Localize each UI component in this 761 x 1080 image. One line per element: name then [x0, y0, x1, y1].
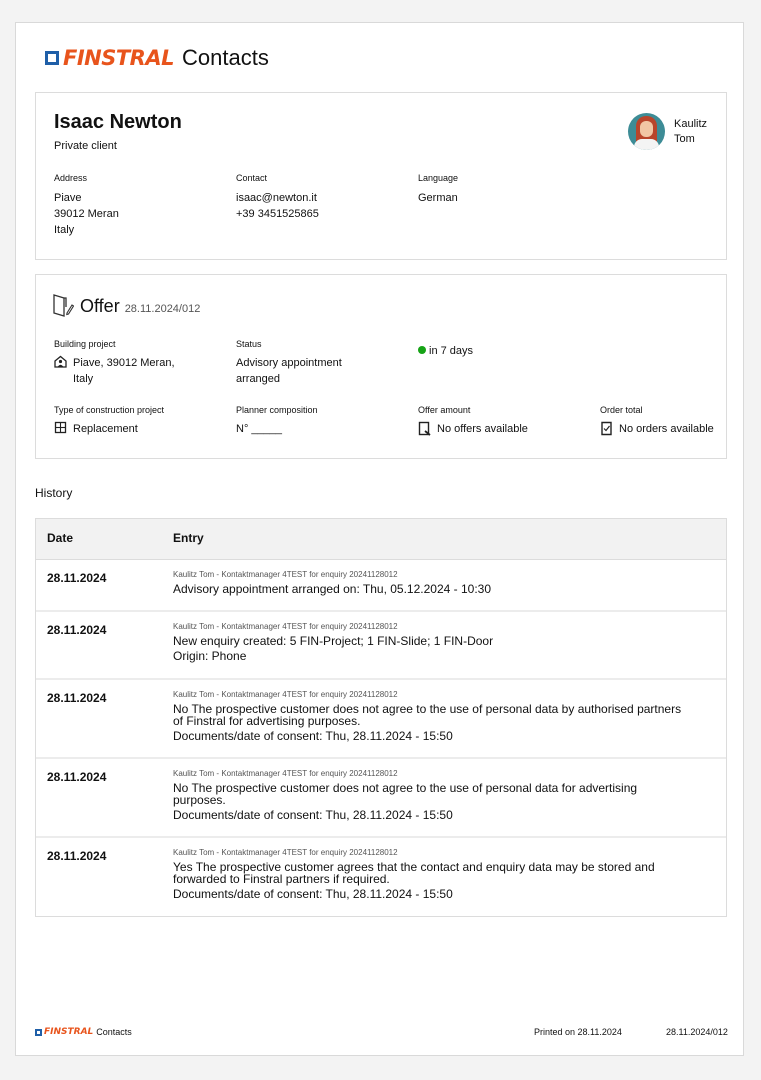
status-field — [236, 339, 342, 387]
row-meta: Kaulitz Tom - Kontaktmanager 4TEST for enquiry 20241128012 — [173, 690, 398, 699]
row-entry — [173, 622, 718, 662]
client-type: Private client — [54, 140, 117, 152]
building-line: Piave, 39012 Meran, — [73, 357, 175, 369]
row-text-line: Documents/date of consent: Thu, 28.11.2024 - 15:50 — [173, 887, 453, 901]
page-header — [45, 43, 269, 73]
table-row — [36, 560, 726, 612]
row-date: 28.11.2024 — [47, 691, 107, 705]
building-field — [54, 339, 175, 387]
row-entry — [173, 690, 718, 742]
column-header-date: Date — [47, 531, 74, 545]
client-name: Isaac Newton — [54, 111, 182, 133]
row-text-line: Documents/date of consent: Thu, 28.11.2024 - 15:50 — [173, 729, 453, 743]
order-value: No orders available — [619, 423, 714, 435]
row-entry — [173, 570, 718, 595]
row-meta: Kaulitz Tom - Kontaktmanager 4TEST for enquiry 20241128012 — [173, 848, 398, 857]
window-icon — [54, 421, 67, 434]
house-person-icon — [54, 355, 67, 368]
language-label: Language — [418, 173, 459, 183]
row-date: 28.11.2024 — [47, 623, 107, 637]
language-value: German — [418, 192, 458, 204]
table-row — [36, 612, 726, 680]
row-meta: Kaulitz Tom - Kontaktmanager 4TEST for enquiry 20241128012 — [173, 622, 398, 631]
due-text: in 7 days — [429, 345, 474, 357]
footer-ref: 28.11.2024/012 — [666, 1027, 728, 1037]
offer-ref: 28.11.2024/012 — [124, 303, 201, 315]
status-line: Advisory appointment — [236, 357, 342, 369]
offer-title — [52, 293, 200, 317]
finstral-logo-mark — [45, 51, 59, 65]
row-date: 28.11.2024 — [47, 770, 107, 784]
footer-logo — [35, 1027, 132, 1037]
document-page — [15, 22, 744, 1056]
footer-logo-text: FINSTRAL — [44, 1027, 94, 1037]
document-check-icon — [600, 421, 613, 436]
table-row — [36, 838, 726, 916]
construction-label: Type of construction project — [54, 405, 165, 415]
email-link[interactable]: isaac@newton.it — [236, 192, 317, 204]
order-field — [600, 405, 714, 437]
building-label: Building project — [54, 339, 116, 349]
amount-label: Offer amount — [418, 405, 471, 415]
phone-link[interactable]: +39 3451525865 — [236, 208, 319, 220]
footer-logo-mark — [35, 1029, 42, 1036]
row-text-line: Advisory appointment arranged on: Thu, 05.12.2024 - 10:30 — [173, 582, 491, 596]
due-status-dot — [418, 346, 426, 354]
row-text-line: purposes. — [173, 793, 226, 807]
status-label: Status — [236, 339, 262, 349]
offer-word: Offer — [80, 296, 120, 316]
table-row — [36, 759, 726, 838]
row-text-line: of Finstral for advertising purposes. — [173, 714, 361, 728]
address-line: Italy — [54, 224, 75, 236]
row-date: 28.11.2024 — [47, 849, 107, 863]
address-field — [54, 173, 119, 238]
door-pen-icon — [52, 293, 74, 317]
planner-label: Planner composition — [236, 405, 318, 415]
contact-label: Contact — [236, 173, 268, 183]
document-icon — [418, 421, 431, 436]
row-entry — [173, 848, 718, 900]
app-title: Contacts — [182, 45, 269, 70]
agent-surname: Kaulitz — [674, 118, 708, 130]
history-table — [35, 518, 727, 917]
footer-app-title: Contacts — [96, 1027, 132, 1037]
finstral-logo: FINSTRAL — [63, 46, 174, 70]
building-line: Italy — [73, 373, 94, 385]
agent-avatar — [628, 113, 665, 150]
history-title: History — [35, 486, 73, 500]
status-line: arranged — [236, 373, 281, 385]
amount-field — [418, 405, 528, 437]
amount-value: No offers available — [437, 423, 528, 435]
agent-name — [674, 117, 707, 147]
order-label: Order total — [600, 405, 643, 415]
language-field — [418, 173, 458, 206]
client-card — [35, 92, 727, 260]
offer-card — [35, 274, 727, 459]
construction-field — [54, 405, 164, 437]
row-meta: Kaulitz Tom - Kontaktmanager 4TEST for enquiry 20241128012 — [173, 769, 398, 778]
agent-firstname: Tom — [674, 133, 695, 145]
row-text-line: No The prospective customer does not agree to the use of personal data for advertising — [173, 781, 638, 795]
row-meta: Kaulitz Tom - Kontaktmanager 4TEST for enquiry 20241128012 — [173, 570, 398, 579]
row-text-line: forwarded to Finstral partners if required. — [173, 872, 390, 886]
construction-value: Replacement — [73, 423, 138, 435]
row-text-line: New enquiry created: 5 FIN-Project; 1 FIN-Slide; 1 FIN-Door — [173, 634, 494, 648]
printed-date: Printed on 28.11.2024 — [534, 1027, 622, 1037]
row-text-line: No The prospective customer does not agree to the use of personal data by authorised partners — [173, 702, 682, 716]
column-header-entry: Entry — [173, 531, 204, 545]
row-text-line: Origin: Phone — [173, 649, 247, 663]
address-line: 39012 Meran — [54, 208, 119, 220]
address-line: Piave — [54, 192, 82, 204]
planner-field — [236, 405, 318, 437]
table-row — [36, 680, 726, 759]
row-date: 28.11.2024 — [47, 571, 107, 585]
table-header — [36, 519, 726, 560]
contact-field — [236, 173, 319, 222]
address-label: Address — [54, 173, 88, 183]
due-field — [418, 341, 473, 359]
planner-value: N° _____ — [236, 423, 282, 435]
row-entry — [173, 769, 718, 821]
row-text-line: Yes The prospective customer agrees that the contact and enquiry data may be stored and — [173, 860, 655, 874]
row-text-line: Documents/date of consent: Thu, 28.11.2024 - 15:50 — [173, 808, 453, 822]
